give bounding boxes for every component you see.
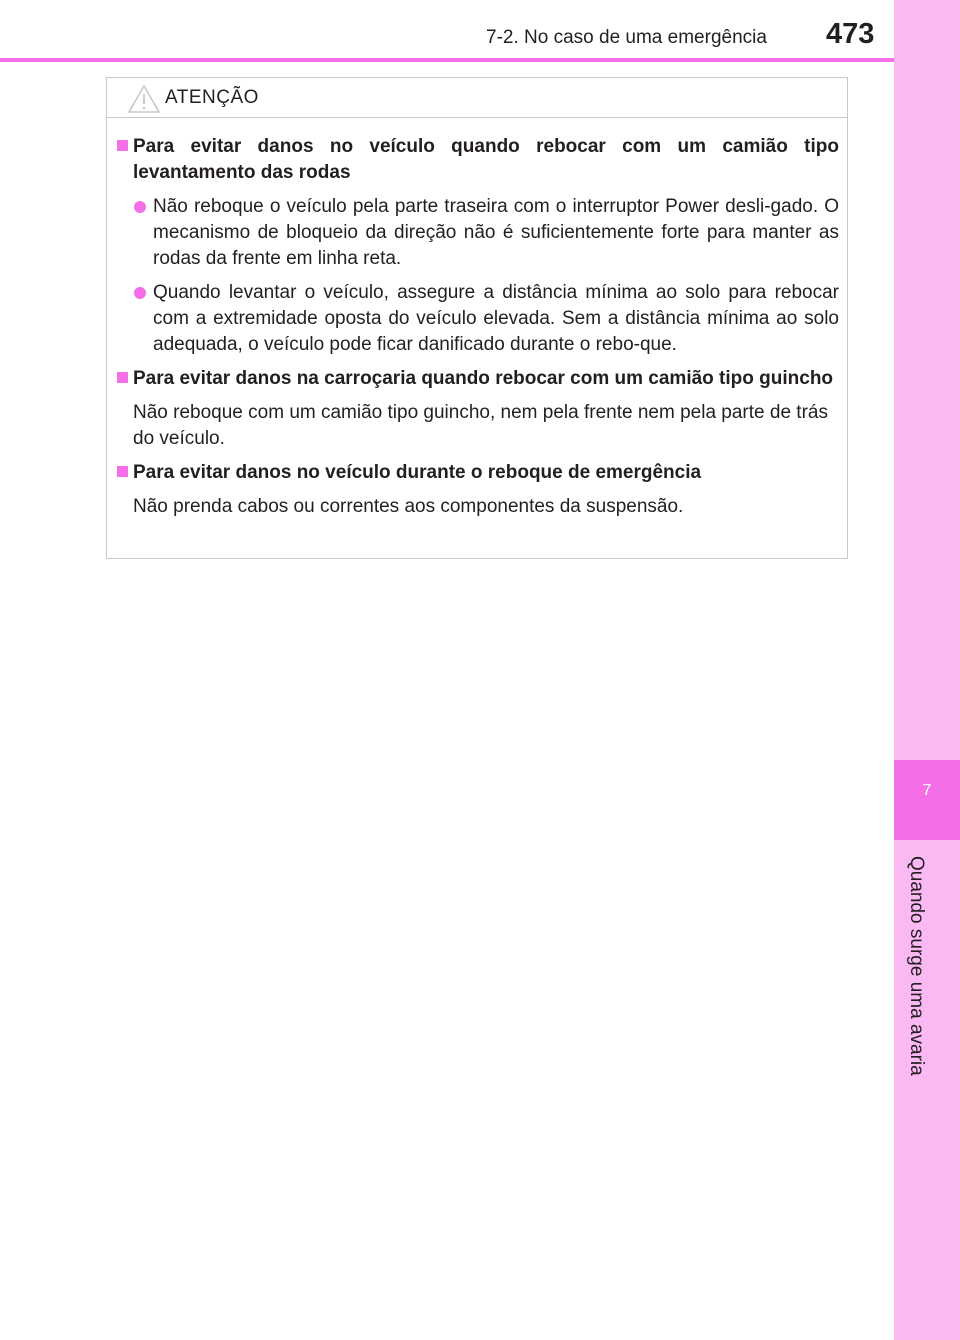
section-paragraph: Não reboque com um camião tipo guincho, nem pela frente nem pela parte de trás do veículo. xyxy=(133,402,828,449)
warning-section-tow-truck xyxy=(117,366,839,452)
chapter-number-tab xyxy=(894,760,960,840)
list-item xyxy=(117,280,839,358)
section-title: 7-2. No caso de uma emergência xyxy=(486,27,767,48)
square-bullet-icon xyxy=(117,466,128,477)
chapter-title: Quando surge uma avaria xyxy=(906,856,927,1076)
list-item xyxy=(117,194,839,272)
section-heading xyxy=(117,460,839,486)
chapter-number: 7 xyxy=(922,782,932,799)
section-heading xyxy=(117,134,839,186)
warning-header xyxy=(107,78,847,118)
chapter-side-tab xyxy=(894,0,960,1340)
warning-section-emergency-towing xyxy=(117,460,839,520)
section-paragraph: Não prenda cabos ou correntes aos componentes da suspensão. xyxy=(133,496,684,517)
warning-box xyxy=(106,77,848,559)
page-number: 473 xyxy=(826,18,875,50)
warning-body xyxy=(107,118,847,528)
round-bullet-icon xyxy=(134,287,146,299)
section-heading-text: Para evitar danos na carroçaria quando rebocar com um camião tipo guincho xyxy=(133,368,834,389)
list-item-text: Não reboque o veículo pela parte traseira com o interruptor Power desli-gado. O mecanismo de bloqueio da direção não é suficientemente forte para manter as rodas da frente em linha reta. xyxy=(153,196,839,269)
warning-triangle-icon xyxy=(127,84,161,114)
header-divider xyxy=(0,58,894,62)
section-heading-text: Para evitar danos no veículo durante o reboque de emergência xyxy=(133,462,702,483)
round-bullet-icon xyxy=(134,201,146,213)
square-bullet-icon xyxy=(117,372,128,383)
warning-section-wheel-lift xyxy=(117,134,839,358)
square-bullet-icon xyxy=(117,140,128,151)
section-heading-text: Para evitar danos no veículo quando rebocar com um camião tipo levantamento das rodas xyxy=(133,136,839,183)
warning-label: ATENÇÃO xyxy=(165,87,259,108)
section-heading xyxy=(117,366,839,392)
list-item-text: Quando levantar o veículo, assegure a distância mínima ao solo para rebocar com a extremidade oposta do veículo elevada. Sem a distância mínima ao solo adequada, o veículo pode ficar danificado durante o rebo-que. xyxy=(153,282,839,355)
